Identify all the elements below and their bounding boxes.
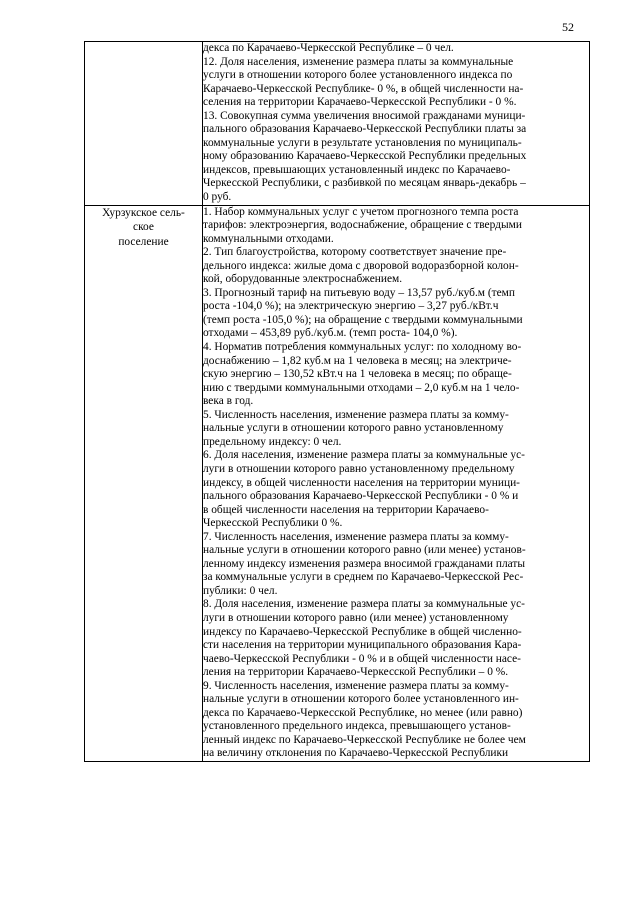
indicators-cell xyxy=(203,205,590,761)
settlement-name-cell xyxy=(85,42,203,206)
text-line: предельному индексу: 0 чел. xyxy=(203,435,342,448)
settlement-name-line: Хурзукское сель- xyxy=(102,206,185,219)
text-line: ления на территории Карачаево-Черкесской Республики – 0 %. xyxy=(203,666,509,679)
text-line: ленный индекс по Карачаево-Черкесской Республике не более чем xyxy=(203,733,526,746)
text-line: скую энергию – 130,52 кВт.ч на 1 человека в месяц; по обраще- xyxy=(203,368,512,381)
text-line: индексу, в общей численности населения на территории муници- xyxy=(203,476,520,489)
text-line: века в год. xyxy=(203,395,254,408)
table-row xyxy=(85,205,590,761)
text-line: 8. Доля населения, изменение размера платы за коммунальные ус- xyxy=(203,598,525,611)
text-line: 5. Численность населения, изменение размера платы за комму- xyxy=(203,408,509,421)
text-line: 4. Норматив потребления коммунальных услуг: по холодному во- xyxy=(203,341,522,354)
text-line: роста -104,0 %); на электрическую энергию – 3,27 руб./кВт.ч xyxy=(203,300,499,313)
text-line: коммунальные услуги в результате установления по муниципаль- xyxy=(203,136,522,149)
text-line: доснабжению – 1,82 куб.м на 1 человека в месяц; на электриче- xyxy=(203,354,512,367)
text-line: коммунальными отходами. xyxy=(203,232,334,245)
text-line: нальные услуги в отношении которого равно установленному xyxy=(203,422,504,435)
page-number: 52 xyxy=(562,20,574,34)
text-line: ному образованию Карачаево-Черкесской Республики предельных xyxy=(203,150,527,163)
text-line: кой, оборудованные электроснабжением. xyxy=(203,273,403,286)
text-line: 7. Численность населения, изменение размера платы за комму- xyxy=(203,530,509,543)
text-line: нальные услуги в отношении которого более установленного ин- xyxy=(203,693,519,706)
text-line: нальные услуги в отношении которого равно (или менее) установ- xyxy=(203,544,526,557)
text-line: 6. Доля населения, изменение размера платы за коммунальные ус- xyxy=(203,449,525,462)
text-line: 13. Совокупная сумма увеличения вносимой гражданами муници- xyxy=(203,109,526,122)
text-line: луги в отношении которого равно установленному предельному xyxy=(203,462,515,475)
text-line: Черкесской Республики, с разбивкой по месяцам январь-декабрь – xyxy=(203,177,526,190)
settlement-name-cell xyxy=(85,205,203,761)
text-line: декса по Карачаево-Черкесской Республике, но менее (или равно) xyxy=(203,706,523,719)
text-line: сти населения на территории муниципального образования Кара- xyxy=(203,639,522,652)
text-line: отходами – 453,89 руб./куб.м. (темп роста- 104,0 %). xyxy=(203,327,458,340)
municipal-index-table xyxy=(84,41,590,762)
text-line: индексу по Карачаево-Черкесской Республике в общей численно- xyxy=(203,625,522,638)
text-line: 1. Набор коммунальных услуг с учетом прогнозного темпа роста xyxy=(203,205,519,218)
text-line: тарифов: электроэнергия, водоснабжение, обращение с твердыми xyxy=(203,219,522,232)
text-line: Карачаево-Черкесской Республике- 0 %, в общей численности на- xyxy=(203,82,524,95)
text-line: луги в отношении которого равно (или менее) установленному xyxy=(203,611,509,624)
text-line: на величину отклонения по Карачаево-Черкесской Республики xyxy=(203,747,509,760)
text-line: Черкесской Республики 0 %. xyxy=(203,517,343,530)
settlement-name-line: поселение xyxy=(118,235,169,248)
text-line: нию с твердыми коммунальными отходами – 2,0 куб.м на 1 чело- xyxy=(203,381,520,394)
text-line: (темп роста -105,0 %); на обращение с твердыми коммунальными xyxy=(203,313,523,326)
text-line: чаево-Черкесской Республики - 0 % и в общей численности насе- xyxy=(203,652,521,665)
text-line: пального образования Карачаево-Черкесской Республики платы за xyxy=(203,123,527,136)
text-line: пального образования Карачаево-Черкесской Республики - 0 % и xyxy=(203,490,519,503)
table-row xyxy=(85,42,590,206)
text-line: селения на территории Карачаево-Черкесской Республики - 0 %. xyxy=(203,96,517,109)
text-line: 2. Тип благоустройства, которому соответствует значение пре- xyxy=(203,246,507,259)
indicators-cell xyxy=(203,42,590,206)
text-line: 9. Численность населения, изменение размера платы за комму- xyxy=(203,679,509,692)
text-line: индексов, превышающих установленный индекс по Карачаево- xyxy=(203,163,511,176)
text-line: 3. Прогнозный тариф на питьевую воду – 13,57 руб./куб.м (темп xyxy=(203,286,515,299)
text-line: установленного предельного индекса, превышающего установ- xyxy=(203,720,511,733)
text-line: дельного индекса: жилые дома с дворовой водоразборной колон- xyxy=(203,259,519,272)
text-line: 0 руб. xyxy=(203,191,232,204)
text-line: в общей численности населения на территории Карачаево- xyxy=(203,503,489,516)
text-line: услуги в отношении которого более установленного индекса по xyxy=(203,69,513,82)
text-line: ленному индексу изменения размера вносимой гражданами платы xyxy=(203,557,526,570)
text-line: публики: 0 чел. xyxy=(203,584,278,597)
text-line: 12. Доля населения, изменение размера платы за коммунальные xyxy=(203,55,514,68)
text-line: декса по Карачаево-Черкесской Республике – 0 чел. xyxy=(203,42,454,54)
text-line: за коммунальные услуги в среднем по Карачаево-Черкесской Рес- xyxy=(203,571,524,584)
settlement-name-line: ское xyxy=(133,221,154,234)
